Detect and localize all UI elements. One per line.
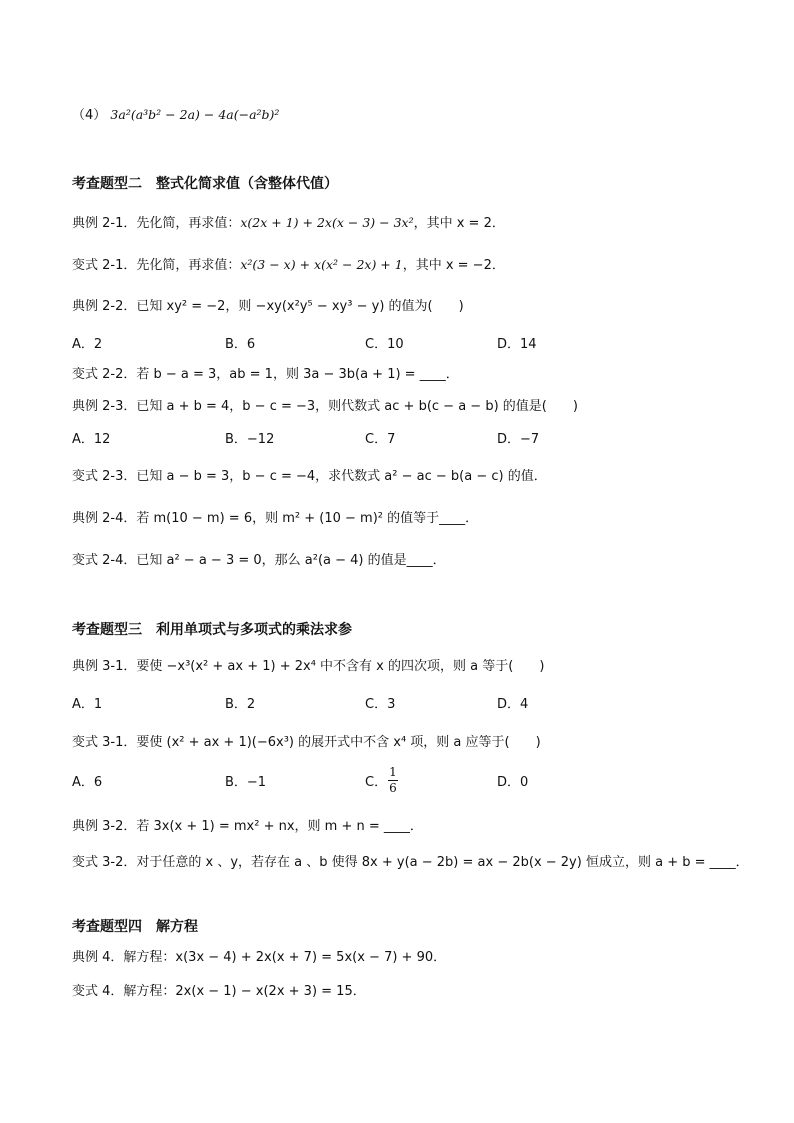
section-2-title: 考查题型二 整式化简求值（含整体代值）	[72, 176, 338, 192]
variant-3-1: 变式 3-1．要使 (x² + ax + 1)(−6x³) 的展开式中不含 x⁴ 项，则 a 应等于( )	[72, 735, 541, 750]
example-2-4: 典例 2-4．若 m(10 − m) = 6，则 m² + (10 − m)² 的值等于____．	[72, 511, 479, 526]
variant-2-2: 变式 2-2．若 b − a = 3，ab = 1，则 3a − 3b(a + 1) = ____．	[72, 367, 459, 382]
example-2-1	[72, 214, 505, 233]
variant-3-2: 变式 3-2．对于任意的 x 、y，若存在 a 、b 使得 8x + y(a − 2b) = ax − 2b(x − 2y) 恒成立，则 a + b = ____．	[72, 855, 749, 870]
variant-2-4: 变式 2-4．已知 a² − a − 3 = 0，那么 a²(a − 4) 的值是____．	[72, 553, 446, 568]
item-4-label: （4）	[72, 108, 107, 123]
example-2-2-option-d: D．14	[497, 337, 537, 352]
variant-2-1-prefix: 变式 2-1．先化简，再求值：	[72, 258, 241, 273]
item-4-expression: 3a²(a³b² − 2a) − 4a(−a²b)²	[110, 107, 280, 122]
variant-2-1-suffix: ，其中 x = −2．	[402, 258, 505, 273]
variant-2-3: 变式 2-3．已知 a − b = 3，b − c = −4，求代数式 a² − ac − b(a − c) 的值．	[72, 469, 547, 484]
section-3-title: 考查题型三 利用单项式与多项式的乘法求参	[72, 622, 352, 638]
example-2-2: 典例 2-2．已知 xy² = −2，则 −xy(x²y⁵ − xy³ − y) 的值为( )	[72, 299, 464, 314]
variant-3-1-option-d: D．0	[497, 775, 529, 790]
example-3-1-option-a: A．1	[72, 697, 103, 712]
example-3-1: 典例 3-1．要使 −x³(x² + ax + 1) + 2x⁴ 中不含有 x 的四次项，则 a 等于( )	[72, 659, 545, 674]
example-3-1-option-c: C．3	[365, 697, 396, 712]
variant-2-1-expression: x²(3 − x) + x(x² − 2x) + 1	[240, 257, 403, 272]
variant-4: 变式 4．解方程：2x(x − 1) − x(2x + 3) = 15．	[72, 984, 366, 999]
fraction-denominator: 6	[389, 781, 397, 795]
example-2-3-option-a: A．12	[72, 432, 111, 447]
variant-2-1	[72, 256, 505, 275]
example-2-2-option-a: A．2	[72, 337, 103, 352]
example-2-3-option-d: D．−7	[497, 432, 540, 447]
variant-3-1-option-c: C．	[365, 775, 388, 790]
example-2-1-expression: x(2x + 1) + 2x(x − 3) − 3x²	[240, 215, 414, 230]
example-3-1-option-b: B．2	[225, 697, 256, 712]
item-4	[72, 106, 279, 125]
fraction-numerator: 1	[389, 765, 397, 779]
example-2-1-suffix: ，其中 x = 2．	[413, 216, 505, 231]
example-3-2: 典例 3-2．若 3x(x + 1) = mx² + nx，则 m + n = ____．	[72, 819, 423, 834]
section-4-title: 考查题型四 解方程	[72, 919, 198, 935]
variant-3-1-option-a: A．6	[72, 775, 103, 790]
variant-3-1-option-b: B．−1	[225, 775, 267, 790]
example-2-1-prefix: 典例 2-1．先化简，再求值：	[72, 216, 241, 231]
example-2-3: 典例 2-3．已知 a + b = 4，b − c = −3，则代数式 ac + b(c − a − b) 的值是( )	[72, 399, 578, 414]
example-2-2-option-c: C．10	[365, 337, 404, 352]
example-2-2-option-b: B．6	[225, 337, 256, 352]
variant-3-1-option-c-fraction	[388, 766, 398, 795]
example-4: 典例 4．解方程：x(3x − 4) + 2x(x + 7) = 5x(x − 7) + 90．	[72, 950, 447, 965]
example-2-3-option-c: C．7	[365, 432, 396, 447]
example-2-3-option-b: B．−12	[225, 432, 275, 447]
example-3-1-option-d: D．4	[497, 697, 529, 712]
